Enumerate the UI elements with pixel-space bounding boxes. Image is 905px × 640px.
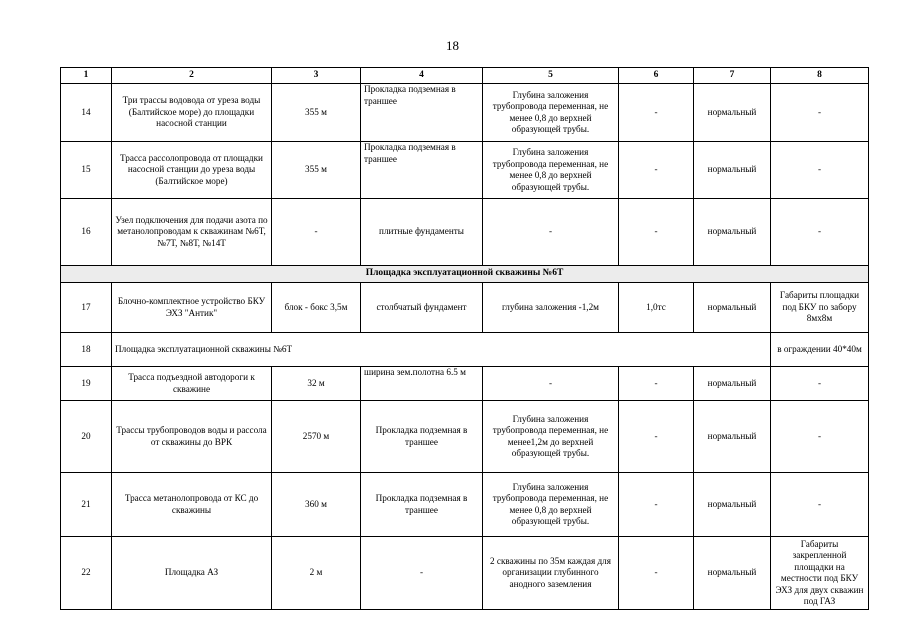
object-name: Трассы трубопроводов воды и рассола от скважины до ВРК bbox=[112, 401, 272, 473]
load-value: - bbox=[619, 84, 694, 142]
foundation-type: ширина зем.полотна 6.5 м bbox=[361, 367, 483, 401]
header-cell: 4 bbox=[361, 68, 483, 84]
condition: нормальный bbox=[694, 142, 771, 199]
row-number: 22 bbox=[61, 537, 112, 610]
object-size: блок - бокс 3,5м bbox=[272, 283, 361, 333]
load-value: - bbox=[619, 401, 694, 473]
row-number: 17 bbox=[61, 283, 112, 333]
object-name: Площадка эксплуатационной скважины №6Т bbox=[112, 333, 771, 367]
note: - bbox=[771, 367, 869, 401]
load-value: - bbox=[619, 199, 694, 266]
object-name: Узел подключения для подачи азота по метанолопроводам к скважинам №6Т, №7Т, №8Т, №14Т bbox=[112, 199, 272, 266]
object-size: - bbox=[272, 199, 361, 266]
object-name: Трасса рассолопровода от площадки насосной станции до уреза воды (Балтийское море) bbox=[112, 142, 272, 199]
table-row bbox=[61, 84, 869, 142]
row-number: 19 bbox=[61, 367, 112, 401]
note: - bbox=[771, 142, 869, 199]
row-number: 14 bbox=[61, 84, 112, 142]
condition: нормальный bbox=[694, 473, 771, 537]
object-name: Три трассы водовода от уреза воды (Балтийское море) до площадки насосной станции bbox=[112, 84, 272, 142]
depth-info: Глубина заложения трубопровода переменная, не менее1,2м до верхней образующей трубы. bbox=[483, 401, 619, 473]
note: Габариты закрепленной площадки на местности под БКУ ЭХЗ для двух скважин под ГАЗ bbox=[771, 537, 869, 610]
header-cell: 3 bbox=[272, 68, 361, 84]
note: в ограждении 40*40м bbox=[771, 333, 869, 367]
note: - bbox=[771, 401, 869, 473]
object-size: 360 м bbox=[272, 473, 361, 537]
row-number: 15 bbox=[61, 142, 112, 199]
condition: нормальный bbox=[694, 367, 771, 401]
condition: нормальный bbox=[694, 283, 771, 333]
foundation-type: Прокладка подземная в траншее bbox=[361, 473, 483, 537]
load-value: - bbox=[619, 537, 694, 610]
note: - bbox=[771, 199, 869, 266]
table-row bbox=[61, 367, 869, 401]
condition: нормальный bbox=[694, 199, 771, 266]
object-size: 2 м bbox=[272, 537, 361, 610]
load-value: - bbox=[619, 367, 694, 401]
load-value: - bbox=[619, 473, 694, 537]
object-size: 32 м bbox=[272, 367, 361, 401]
foundation-type: - bbox=[361, 537, 483, 610]
load-value: - bbox=[619, 142, 694, 199]
object-size: 2570 м bbox=[272, 401, 361, 473]
note: - bbox=[771, 473, 869, 537]
foundation-type: Прокладка подземная в траншее bbox=[361, 84, 483, 142]
condition: нормальный bbox=[694, 401, 771, 473]
table-row bbox=[61, 333, 869, 367]
table-row bbox=[61, 473, 869, 537]
object-name: Трасса подъездной автодороги к скважине bbox=[112, 367, 272, 401]
section-title: Площадка эксплуатационной скважины №6Т bbox=[61, 266, 869, 283]
table-row bbox=[61, 401, 869, 473]
table-row bbox=[61, 537, 869, 610]
row-number: 21 bbox=[61, 473, 112, 537]
structures-table bbox=[60, 67, 869, 610]
object-name: Блочно-комплектное устройство БКУ ЭХЗ "Антик" bbox=[112, 283, 272, 333]
header-cell: 8 bbox=[771, 68, 869, 84]
header-cell: 6 bbox=[619, 68, 694, 84]
header-cell: 2 bbox=[112, 68, 272, 84]
row-number: 16 bbox=[61, 199, 112, 266]
object-size: 355 м bbox=[272, 142, 361, 199]
table-header-row bbox=[61, 68, 869, 84]
depth-info: - bbox=[483, 367, 619, 401]
table-row bbox=[61, 199, 869, 266]
depth-info: Глубина заложения трубопровода переменная, не менее 0,8 до верхней образующей трубы. bbox=[483, 473, 619, 537]
condition: нормальный bbox=[694, 84, 771, 142]
foundation-type: Прокладка подземная в траншее bbox=[361, 401, 483, 473]
depth-info: 2 скважины по 35м каждая для организации глубинного анодного заземления bbox=[483, 537, 619, 610]
header-cell: 7 bbox=[694, 68, 771, 84]
section-row bbox=[61, 266, 869, 283]
note: - bbox=[771, 84, 869, 142]
depth-info: Глубина заложения трубопровода переменная, не менее 0,8 до верхней образующей трубы. bbox=[483, 84, 619, 142]
depth-info: - bbox=[483, 199, 619, 266]
object-size: 355 м bbox=[272, 84, 361, 142]
foundation-type: Прокладка подземная в траншее bbox=[361, 142, 483, 199]
row-number: 20 bbox=[61, 401, 112, 473]
table-row bbox=[61, 283, 869, 333]
foundation-type: плитные фундаменты bbox=[361, 199, 483, 266]
header-cell: 1 bbox=[61, 68, 112, 84]
depth-info: глубина заложения -1,2м bbox=[483, 283, 619, 333]
object-name: Площадка АЗ bbox=[112, 537, 272, 610]
table-row bbox=[61, 142, 869, 199]
row-number: 18 bbox=[61, 333, 112, 367]
foundation-type: столбчатый фундамент bbox=[361, 283, 483, 333]
depth-info: Глубина заложения трубопровода переменная, не менее 0,8 до верхней образующей трубы. bbox=[483, 142, 619, 199]
object-name: Трасса метанолопровода от КС до скважины bbox=[112, 473, 272, 537]
page-number: 18 bbox=[446, 38, 459, 53]
condition: нормальный bbox=[694, 537, 771, 610]
note: Габариты площадки под БКУ по забору 8мх8м bbox=[771, 283, 869, 333]
header-cell: 5 bbox=[483, 68, 619, 84]
load-value: 1,0тс bbox=[619, 283, 694, 333]
